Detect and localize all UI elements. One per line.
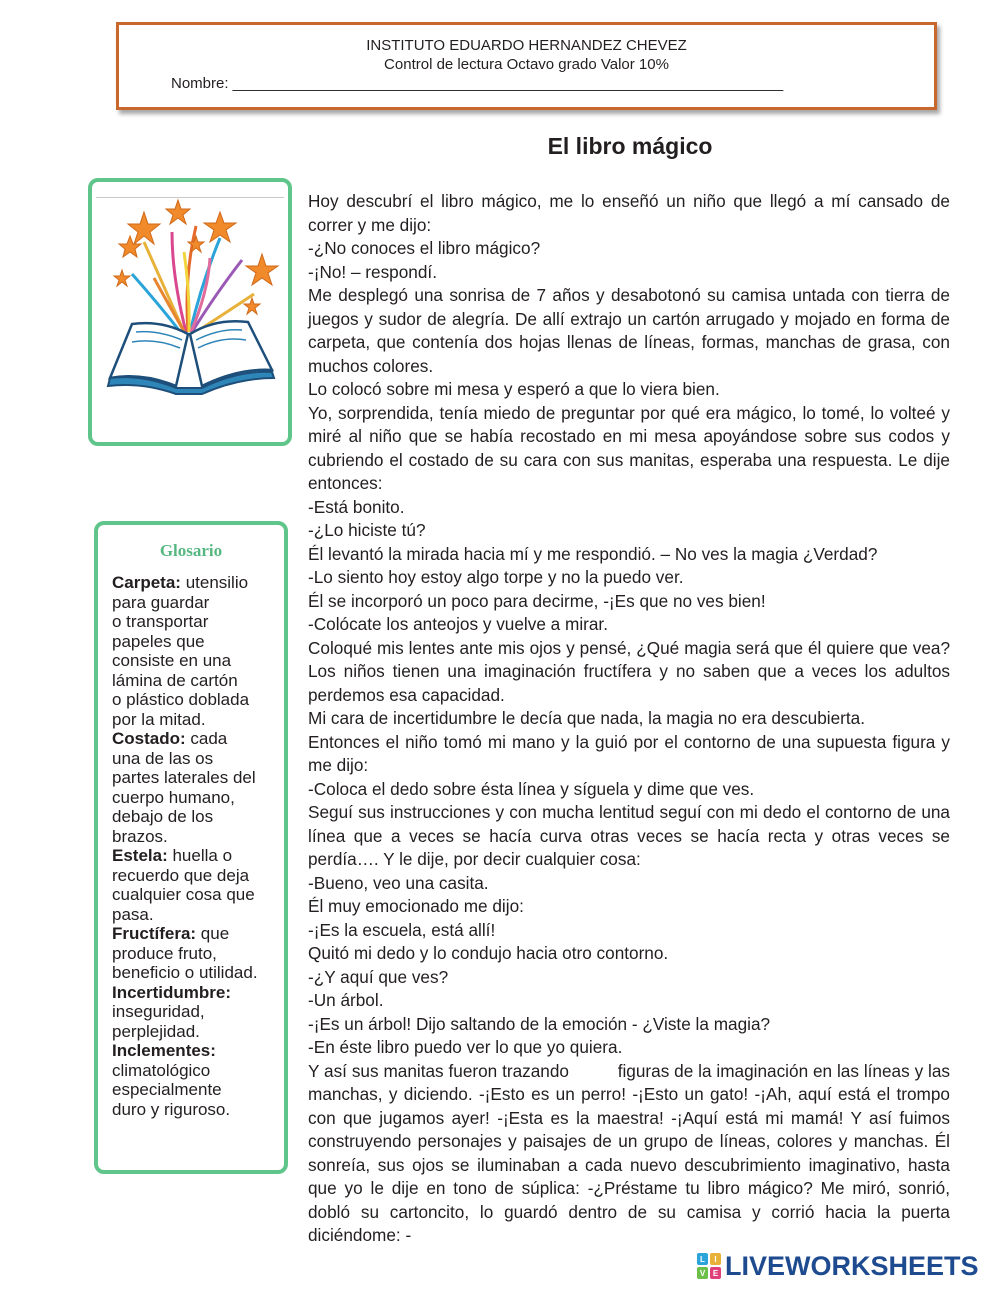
- glossary-definition: lámina de cartón: [112, 670, 238, 690]
- logo-letter: L: [700, 1255, 705, 1264]
- story-paragraph: -¡Es un árbol! Dijo saltando de la emoción - ¿Viste la magia?: [308, 1013, 771, 1034]
- live-blocks-icon: [697, 1253, 721, 1279]
- logo-letter: I: [714, 1255, 717, 1264]
- glossary-definition: beneficio o utilidad.: [112, 963, 258, 982]
- glossary-line: [112, 651, 282, 671]
- story-paragraph: Coloqué mis lentes ante mis ojos y pensé, ¿Qué magia será que él quiere que vea? Los niños tienen una imaginación fructífera y no saben que a veces los adultos perdemos esa capacidad.: [308, 637, 950, 705]
- glossary-term: Costado:: [112, 729, 186, 748]
- glossary-line: [112, 905, 282, 925]
- glossary-line: [112, 807, 282, 827]
- story-paragraph: Él muy emocionado me dijo:: [308, 896, 524, 916]
- logo-letter: V: [699, 1269, 706, 1278]
- glossary-line: [112, 1022, 282, 1042]
- story-paragraph: Y así sus manitas fueron trazando figuras de la imaginación en las líneas y las manchas, y diciendo. -¡Esto es un perro! -¡Esto un gato! -¡Ah, aquí está el trompo con que jugamos ayer! -¡Esta es la maestra! -¡Aquí está mi mamá! Y así fuimos construyendo personajes y paisajes de un grupo de líneas, colores y manchas. Él sonreía, sus ojos se iluminaban a cada nuevo descubrimiento imaginativo, hasta que yo le dije en tono de súplica: -¿Préstame tu libro mágico? Me miró, sonrió, dobló su cartoncito, lo guardó dentro de su camisa y corrió hacia la puerta diciéndome: -: [308, 1060, 955, 1245]
- glossary-definition: consiste en una: [112, 651, 232, 670]
- glossary-definition: por la mitad.: [112, 709, 206, 729]
- story-paragraph: -¡Es la escuela, está allí!: [308, 919, 496, 940]
- glossary-box: [94, 521, 288, 1174]
- glossary-definition: o transportar: [112, 612, 209, 631]
- brand-wordmark: LIVEWORKSHEETS: [725, 1250, 979, 1281]
- story-paragraph: Él se incorporó un poco para decirme, -¡Es que no ves bien!: [308, 590, 766, 611]
- magic-book-with-stars-icon: [92, 182, 288, 442]
- glossary-term: Inclementes:: [112, 1041, 216, 1060]
- story-text: [308, 190, 955, 1248]
- glossary-definition: brazos.: [112, 826, 168, 846]
- glossary-line: [112, 963, 282, 983]
- story-paragraph: -¿Y aquí que ves?: [308, 966, 449, 987]
- story-paragraph: -¡No! – respondí.: [308, 261, 437, 282]
- story-paragraph: -Lo siento hoy estoy algo torpe y no la puedo ver.: [308, 567, 684, 587]
- glossary-definition: perplejidad.: [112, 1021, 200, 1041]
- glossary-definition: una de las os: [112, 748, 214, 768]
- glossary-line: [112, 1002, 282, 1022]
- glossary-definition: pasa.: [112, 904, 154, 924]
- story-paragraph: Mi cara de incertidumbre le decía que nada, la magia no era descubierta.: [308, 708, 866, 728]
- glossary-definition: cualquier cosa que: [112, 885, 255, 904]
- glossary-definition: que: [196, 924, 230, 943]
- glossary-line: [112, 1100, 282, 1120]
- glossary-definition: debajo de los: [112, 807, 214, 826]
- glossary-title: Glosario: [159, 541, 223, 560]
- glossary-line: [112, 710, 282, 730]
- glossary-definition: especialmente: [112, 1080, 222, 1099]
- story-paragraph: Me desplegó una sonrisa de 7 años y desabotonó su camisa untada con tierra de juegos y sudor de alegría. De allí extrajo un cartón arrugado y mojado en forma de carpeta, que contenía dos hojas llenas de líneas, formas, manchas de grasa, con muchos colores.: [308, 285, 950, 376]
- story-paragraph: Seguí sus instrucciones y con mucha lentitud seguí con mi dedo el contorno de una línea que a veces se hacía curva otras veces se hacía recta y otras veces se perdía…. Y le dije, por decir cualquier cosa:: [308, 802, 950, 869]
- glossary-definition: papeles que: [112, 631, 205, 651]
- glossary-line: [112, 671, 282, 691]
- illustration-frame: [88, 178, 292, 446]
- glossary-line: [112, 1080, 282, 1100]
- glossary-line: [112, 885, 282, 905]
- glossary-line: [112, 690, 282, 710]
- glossary-definition: partes laterales del: [112, 768, 256, 787]
- story-paragraph: Quitó mi dedo y lo condujo hacia otro contorno.: [308, 943, 669, 963]
- glossary-list: [112, 573, 282, 1119]
- logo-letter: E: [712, 1269, 719, 1278]
- glossary-definition: inseguridad,: [112, 1002, 205, 1021]
- glossary-line: [112, 827, 282, 847]
- glossary-line: [112, 866, 282, 886]
- glossary-term: Fructífera:: [112, 924, 197, 943]
- story-paragraph: -¿No conoces el libro mágico?: [308, 238, 541, 258]
- glossary-line: [112, 846, 282, 866]
- liveworksheets-logo[interactable]: [697, 1252, 979, 1280]
- glossary-line: [112, 729, 282, 749]
- header-box: [116, 22, 937, 110]
- glossary-term: Carpeta:: [112, 573, 181, 592]
- story-paragraph: Yo, sorprendida, tenía miedo de preguntar por qué era mágico, lo tomé, lo volteé y miré al niño que se había recostado en mi mesa apoyándose sobre sus codos y cubriendo el costado de su cara con sus manitas, esperaba una respuesta. Le dije entonces:: [308, 402, 950, 493]
- glossary-line: [112, 924, 282, 944]
- story-paragraph: -Está bonito.: [308, 496, 405, 517]
- story-paragraph: -Coloca el dedo sobre ésta línea y síguela y dime que ves.: [308, 778, 755, 799]
- glossary-line: [112, 573, 282, 593]
- glossary-line: [112, 1041, 282, 1061]
- glossary-definition: produce fruto,: [112, 943, 217, 963]
- glossary-line: [112, 593, 282, 613]
- glossary-definition: cuerpo humano,: [112, 787, 235, 807]
- worksheet-subtitle: Control de lectura Octavo grado Valor 10%: [384, 56, 669, 73]
- name-field[interactable]: Nombre: __________________________________________________________________: [171, 75, 784, 92]
- page-title: El libro mágico: [547, 133, 713, 159]
- glossary-definition: climatológico: [112, 1060, 211, 1080]
- glossary-definition: para guardar: [112, 592, 210, 612]
- glossary-line: [112, 788, 282, 808]
- story-paragraph: Hoy descubrí el libro mágico, me lo enseñó un niño que llegó a mí cansado de correr y me dijo:: [308, 191, 950, 235]
- glossary-definition: utensilio: [180, 573, 249, 592]
- glossary-definition: cada: [185, 729, 228, 748]
- story-paragraph: -Colócate los anteojos y vuelve a mirar.: [308, 614, 608, 634]
- story-paragraph: -En éste libro puedo ver lo que yo quiera.: [308, 1037, 623, 1057]
- glossary-definition: huella o: [167, 846, 233, 865]
- glossary-line: [112, 983, 282, 1003]
- glossary-definition: o plástico doblada: [112, 690, 250, 709]
- story-paragraph: Lo colocó sobre mi mesa y esperó a que lo viera bien.: [308, 379, 720, 399]
- glossary-term: Incertidumbre:: [112, 982, 232, 1002]
- glossary-line: [112, 632, 282, 652]
- glossary-line: [112, 768, 282, 788]
- story-paragraph: -¿Lo hiciste tú?: [308, 520, 426, 540]
- glossary-definition: recuerdo que deja: [112, 865, 250, 885]
- story-paragraph: -Bueno, veo una casita.: [308, 872, 489, 893]
- glossary-line: [112, 944, 282, 964]
- glossary-term: Estela:: [112, 846, 168, 865]
- glossary-definition: duro y riguroso.: [112, 1099, 231, 1119]
- story-paragraph: Entonces el niño tomó mi mano y la guió por el contorno de una supuesta figura y me dijo:: [308, 731, 950, 775]
- institution-name: INSTITUTO EDUARDO HERNANDEZ CHEVEZ: [366, 37, 687, 54]
- story-paragraph: Él levantó la mirada hacia mí y me respondió. – No ves la magia ¿Verdad?: [308, 543, 878, 564]
- story-paragraph: -Un árbol.: [308, 990, 384, 1010]
- glossary-line: [112, 1061, 282, 1081]
- glossary-line: [112, 749, 282, 769]
- glossary-line: [112, 612, 282, 632]
